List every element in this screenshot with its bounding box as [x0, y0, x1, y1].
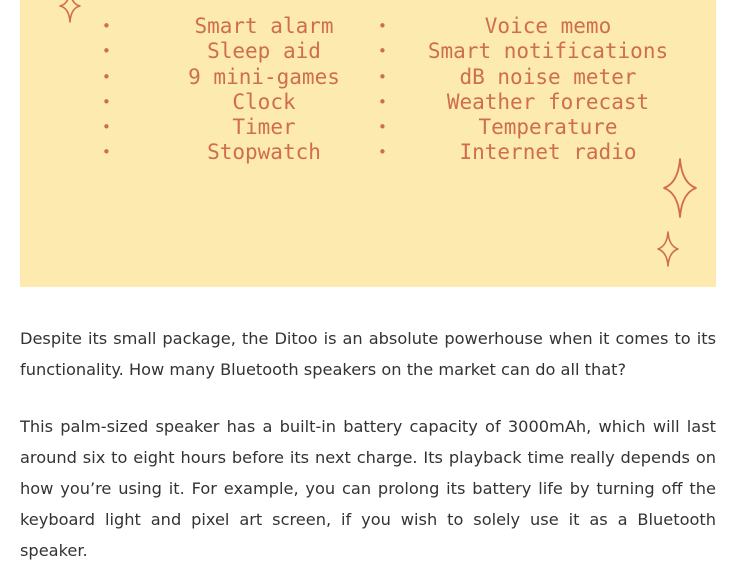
bullet-icon: •	[102, 42, 111, 61]
feature-item	[100, 65, 400, 90]
feature-label: Clock	[232, 89, 296, 114]
feature-item	[100, 39, 400, 64]
bullet-icon: •	[102, 118, 111, 137]
article-paragraph: This palm-sized speaker has a built-in battery capacity of 3000mAh, which will last around six to eight hours before its next charge. Its playback time really depends on how you’re using it. For example, you can prolong its battery life by turning off the keyboard light and pixel art screen, if you wish to solely use it as a Bluetooth speaker.	[20, 417, 716, 560]
sparkle-icon	[662, 157, 698, 219]
feature-item	[378, 140, 690, 165]
feature-label: Weather forecast	[446, 89, 650, 114]
feature-item	[100, 14, 400, 39]
feature-label: Temperature	[478, 115, 618, 140]
feature-label: Stopwatch	[207, 140, 321, 165]
feature-label: Internet radio	[459, 140, 637, 165]
bullet-icon: •	[378, 67, 387, 86]
bullet-icon: •	[102, 92, 111, 111]
feature-list-card	[20, 0, 716, 287]
feature-label: dB noise meter	[459, 64, 637, 89]
feature-list-right	[378, 14, 690, 166]
feature-item	[100, 115, 400, 140]
bullet-icon: •	[378, 42, 387, 61]
feature-item	[100, 140, 400, 165]
feature-label: Smart alarm	[194, 14, 334, 38]
feature-item	[378, 14, 690, 39]
feature-label: 9 mini-games	[188, 64, 340, 89]
bullet-icon: •	[102, 143, 111, 162]
bullet-icon: •	[102, 67, 111, 86]
feature-list-left	[100, 14, 400, 166]
feature-label: Sleep aid	[207, 39, 321, 64]
bullet-icon: •	[378, 92, 387, 111]
bullet-icon: •	[102, 17, 111, 35]
feature-item	[100, 90, 400, 115]
feature-label: Smart notifications	[427, 39, 669, 64]
bullet-icon: •	[378, 17, 387, 35]
bullet-icon: •	[378, 118, 387, 137]
feature-item	[378, 115, 690, 140]
feature-item	[378, 65, 690, 90]
sparkle-icon	[657, 231, 679, 267]
feature-item	[378, 39, 690, 64]
feature-item	[378, 90, 690, 115]
feature-label: Timer	[232, 115, 296, 140]
bullet-icon: •	[378, 143, 387, 162]
sparkle-icon	[58, 0, 82, 22]
feature-label: Voice memo	[484, 14, 612, 38]
article-paragraph: Despite its small package, the Ditoo is an absolute powerhouse when it comes to its functionality. How many Bluetooth speakers on the market can do all that?	[20, 329, 716, 379]
